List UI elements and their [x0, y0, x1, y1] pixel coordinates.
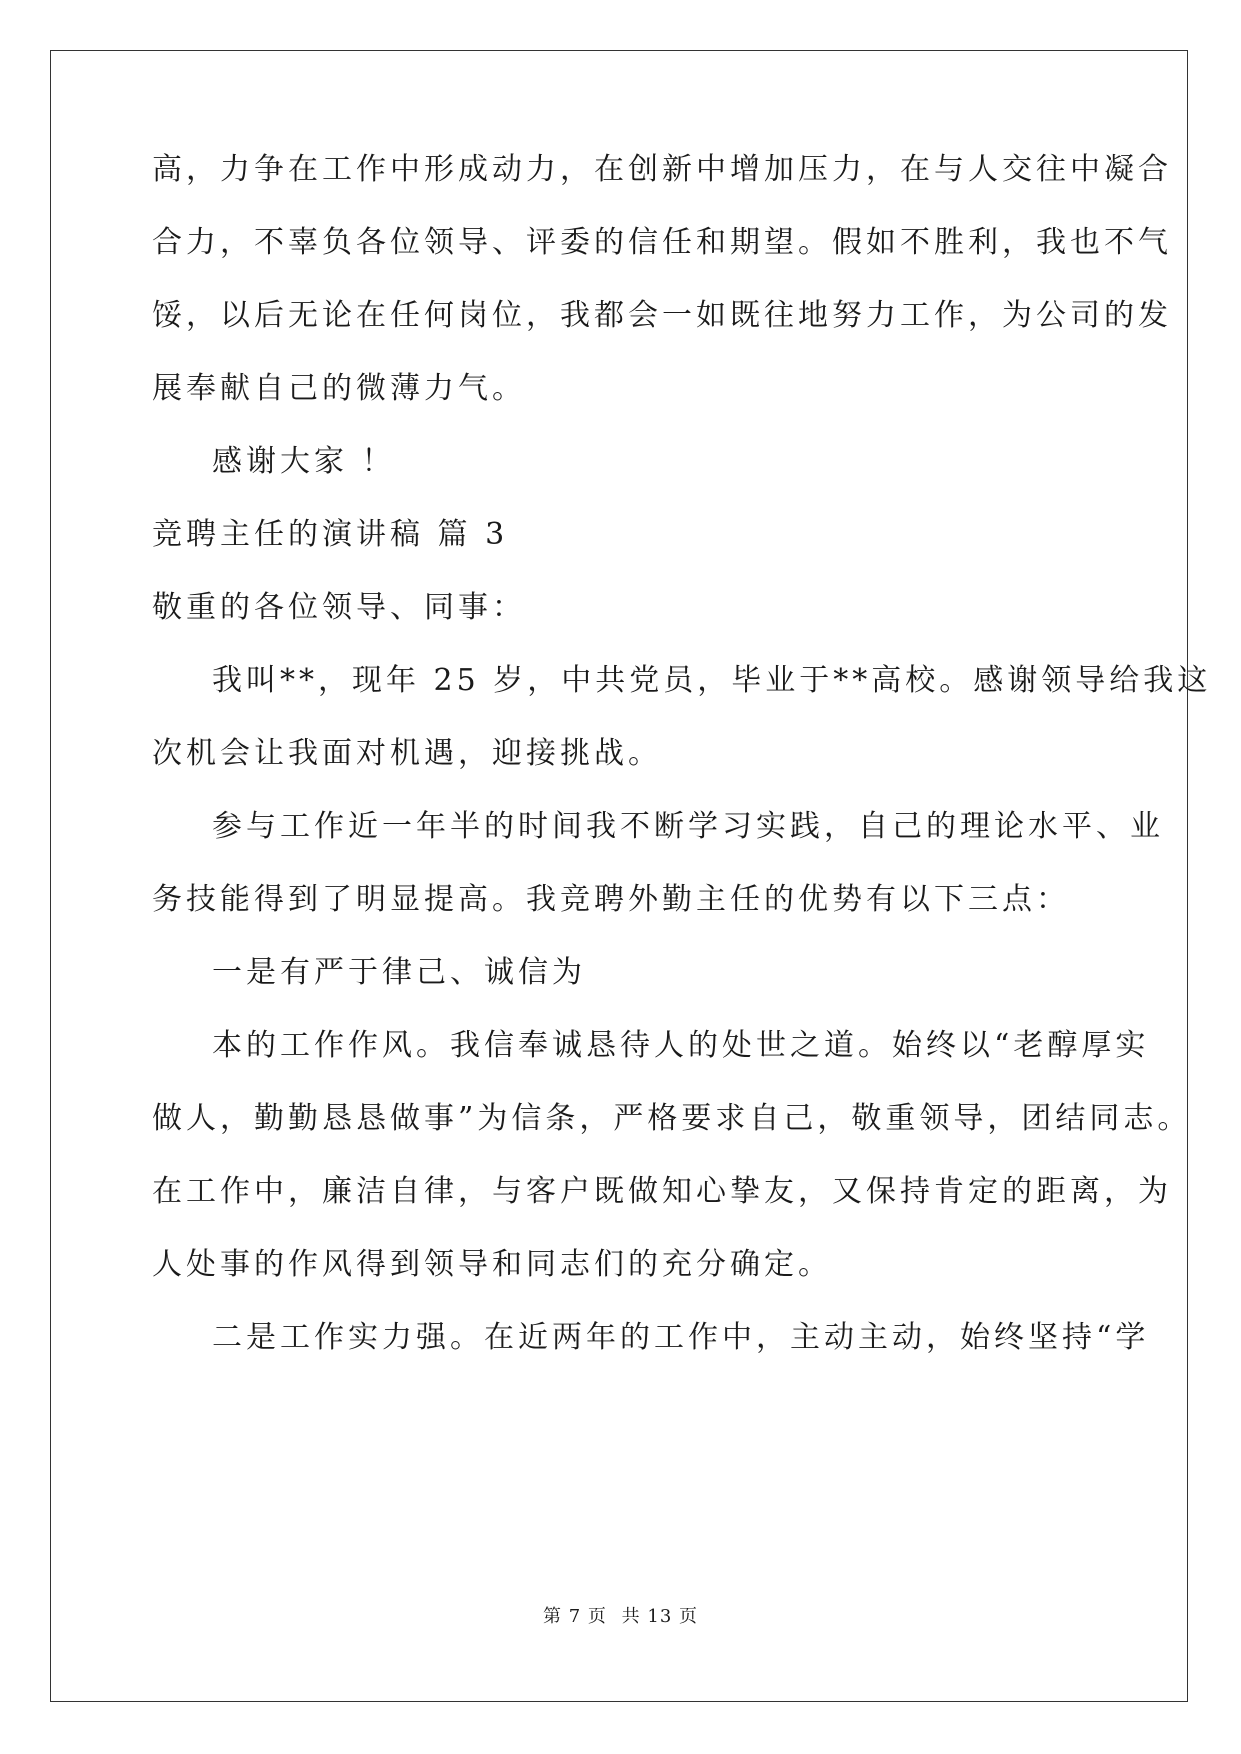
page-number: 第 7 页	[543, 1606, 607, 1627]
text-line-8: 我叫**，现年 25 岁，中共党员，毕业于**高校。感谢领导给我这	[212, 663, 1212, 698]
closing-thanks: 感谢大家 ！	[212, 444, 396, 479]
text-line-16: 人处事的作风得到领导和同志们的充分确定。	[152, 1247, 832, 1282]
text-line-13: 本的工作作风。我信奉诚恳待人的处世之道。始终以“老醇厚实	[212, 1028, 1150, 1063]
text-line-11: 务技能得到了明显提高。我竞聘外勤主任的优势有以下三点：	[152, 882, 1070, 917]
salutation: 敬重的各位领导、同事：	[152, 590, 526, 625]
section-heading: 竞聘主任的演讲稿 篇 3	[152, 517, 509, 552]
text-line-12: 一是有严于律己、诚信为	[212, 955, 586, 990]
text-line-2: 合力，不辜负各位领导、评委的信任和期望。假如不胜利，我也不气	[152, 225, 1172, 260]
total-pages: 共 13 页	[621, 1606, 698, 1627]
text-line-17: 二是工作实力强。在近两年的工作中，主动主动，始终坚持“学	[212, 1320, 1150, 1355]
text-line-9: 次机会让我面对机遇，迎接挑战。	[152, 736, 662, 771]
page-footer	[0, 1605, 1241, 1629]
text-line-3: 馁，以后无论在任何岗位，我都会一如既往地努力工作，为公司的发	[152, 298, 1172, 333]
text-line-10: 参与工作近一年半的时间我不断学习实践，自己的理论水平、业	[212, 809, 1164, 844]
text-line-4: 展奉献自己的微薄力气。	[152, 371, 526, 406]
text-line-15: 在工作中，廉洁自律，与客户既做知心挚友，又保持肯定的距离，为	[152, 1174, 1172, 1209]
text-line-14: 做人，勤勤恳恳做事”为信条，严格要求自己，敬重领导，团结同志。	[152, 1101, 1192, 1136]
text-line-1: 高，力争在工作中形成动力，在创新中增加压力，在与人交往中凝合	[152, 152, 1172, 187]
